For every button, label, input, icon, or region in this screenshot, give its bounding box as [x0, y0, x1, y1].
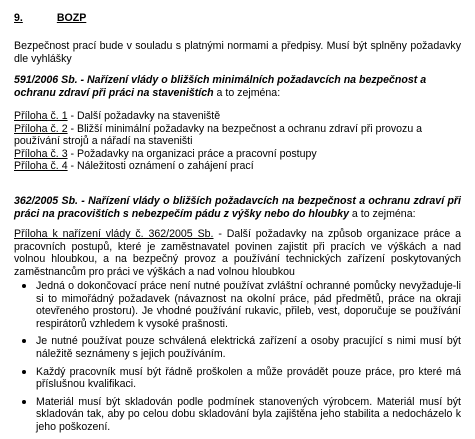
section-number: 9. [14, 12, 23, 24]
section-title: BOZP [56, 12, 87, 24]
requirements-list [14, 280, 461, 439]
annex-ref[interactable]: Příloha č. 1 [14, 110, 68, 122]
law-591-tail: a to zejména: [213, 86, 281, 99]
annex-item [14, 148, 463, 161]
section-heading [14, 12, 86, 25]
bullet-icon [22, 400, 26, 404]
annex-ref[interactable]: Příloha č. 4 [14, 160, 68, 173]
list-item-text: Materiál musí být skladován podle podmínek stanovených výrobcem. Materiál musí být skladován tak, aby po celou dobu skladování byla zajištěna jeho stabilita a nedocházelo k jeho poškození. [36, 395, 461, 433]
law-362-tail: a to zejména: [348, 207, 416, 220]
annex-ref[interactable]: Příloha č. 3 [14, 147, 68, 160]
bullet-icon [22, 339, 26, 343]
bullet-icon [22, 370, 26, 374]
law-362-annex-text: - Další požadavky na způsob organizace práce a pracovních postupů, které je zaměstnavatel povinen zajistit při pracích ve výškách a nad volnou hloubkou, a na bezpečný provoz a používání technických zařízení poskytovaných zaměstnancům pro práci ve výškách a nad volnou hloubkou [14, 228, 461, 278]
list-item-text: Jedná o dokončovací práce není nutné používat zvláštní ochranné pomůcky nevyžaduje-li si to mimořádný požadavek (návaznost na okolní práce, pád předmětů, práce na okraji otevřeného prostoru). Je vhodné používání rukavic, přileb, vest, doporučuje se používání respirátorů vzhledem k vysoké prašnosti. [36, 280, 461, 330]
law-591-title [14, 74, 461, 99]
law-591-title-text: 591/2006 Sb. - Nařízení vlády o bližších minimálních požadavcích na bezpečnost a ochranu zdraví při práci na staveništích [14, 74, 427, 99]
law-362-title [14, 195, 461, 220]
intro-paragraph: Bezpečnost prací bude v souladu s platnými normami a předpisy. Musí být splněny požadavky dle vyhlášky [14, 40, 461, 65]
list-item [14, 396, 461, 434]
law-591-annex-list [14, 110, 463, 173]
list-item [14, 366, 461, 391]
list-item-text: Je nutné používat pouze schválená elektrická zařízení a osoby pracující s nimi musí být náležitě seznámeny s jejich používáním. [36, 335, 461, 360]
annex-item [14, 160, 463, 173]
annex-item [14, 110, 463, 123]
law-362-annex-paragraph [14, 228, 461, 278]
law-362-annex-ref[interactable]: Příloha k nařízení vlády č. 362/2005 Sb. [14, 228, 214, 240]
annex-text: - Další požadavky na staveniště [67, 110, 221, 122]
annex-text: - Požadavky na organizaci práce a pracovní postupy [67, 147, 317, 160]
list-item [14, 335, 461, 360]
annex-text: - Náležitosti oznámení o zahájení prací [67, 160, 254, 173]
law-362-title-text: 362/2005 Sb. - Nařízení vlády o bližších požadavcích na bezpečnost a ochranu zdraví při práci na pracovištích s nebezpečím pádu z výšky nebo do hloubky [14, 195, 461, 220]
bullet-icon [22, 284, 26, 288]
list-item-text: Každý pracovník musí být řádně proškolen a může provádět pouze práce, pro které má příslušnou kvalifikaci. [36, 365, 461, 391]
annex-item [14, 123, 463, 148]
annex-text: - Bližší minimální požadavky na bezpečnost a ochranu zdraví při provozu a používání strojů a nářadí na staveništi [14, 122, 423, 148]
list-item [14, 280, 461, 330]
annex-ref[interactable]: Příloha č. 2 [14, 122, 68, 135]
